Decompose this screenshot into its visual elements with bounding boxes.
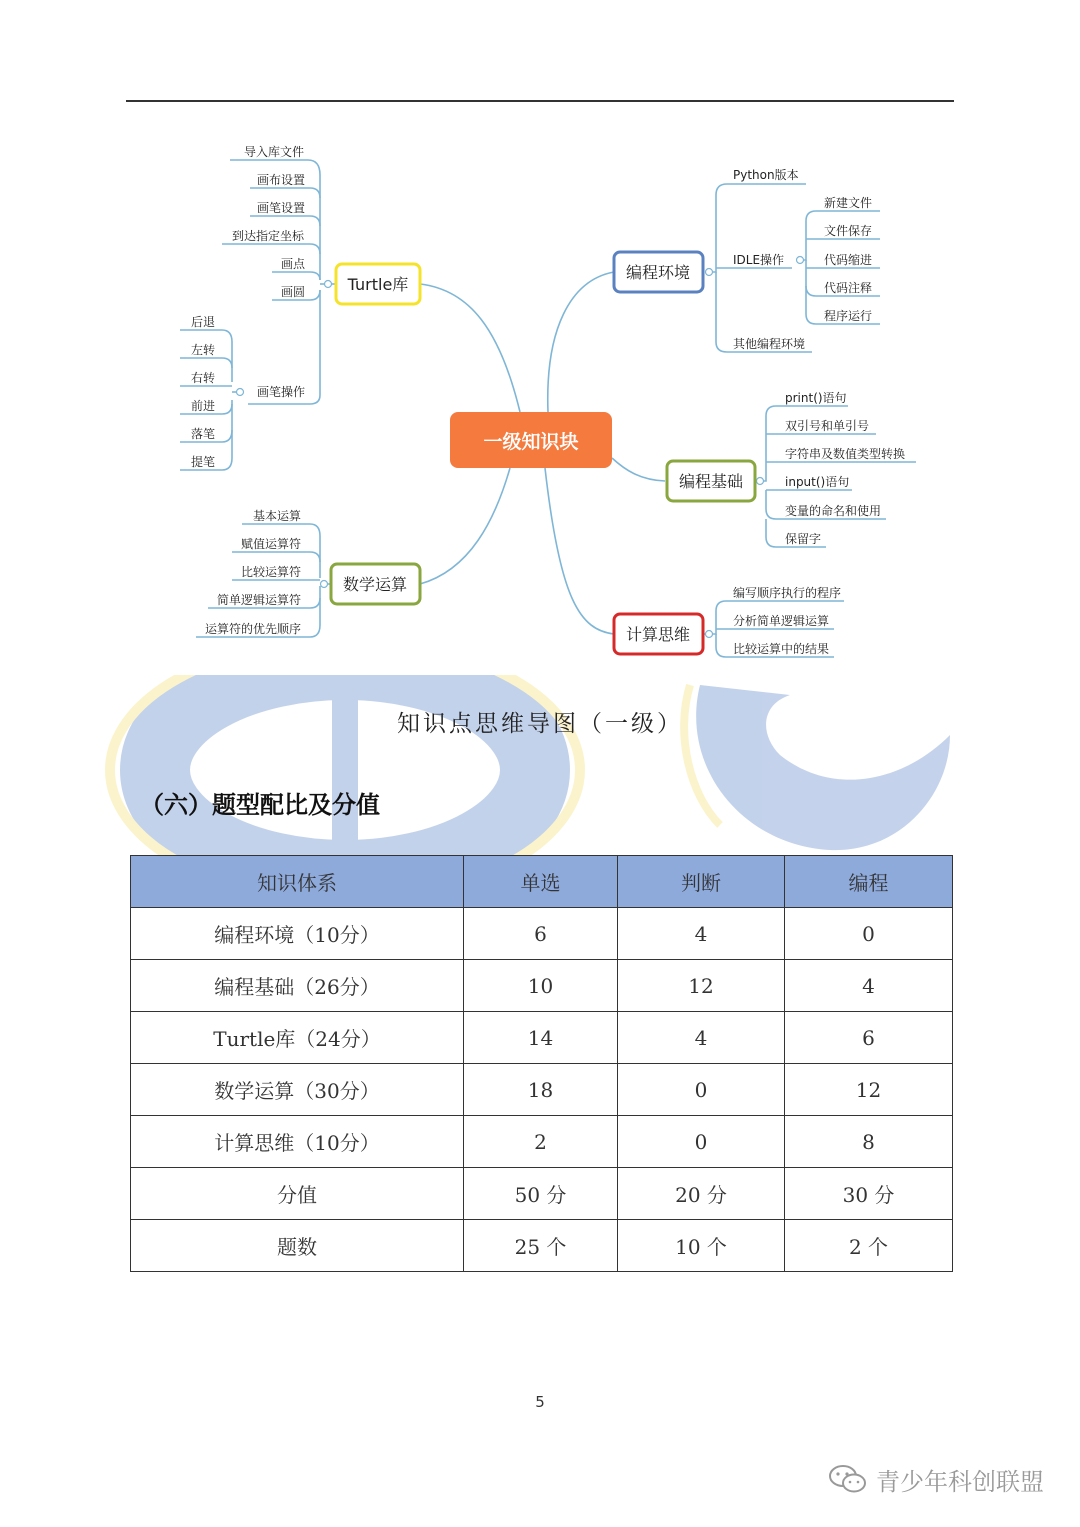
table-cell: 4 [785,960,953,1012]
table-cell: 6 [464,908,618,960]
mindmap-leaf: 简单逻辑运算符 [217,593,302,607]
table-row [131,1064,953,1116]
brand-name: 青少年科创联盟 [876,1467,1044,1496]
mindmap-leaf: 画点 [281,257,306,271]
table-cell: 编程基础（26分） [131,960,464,1012]
mindmap-leaf: IDLE操作 [733,253,785,267]
table-row [131,960,953,1012]
turtle-node [336,264,420,304]
mindmap-leaf: 分析简单逻辑运算 [733,614,830,628]
table-cell: 数学运算（30分） [131,1064,464,1116]
mindmap-leaf: print()语句 [785,391,847,405]
mindmap-leaf: 保留字 [785,532,822,546]
table-cell: 0 [618,1116,785,1168]
table-cell: 10 [464,960,618,1012]
mindmap-leaf: 导入库文件 [244,145,305,159]
table-cell: 2 个 [785,1220,953,1272]
math-node-label: 数学运算 [342,575,408,594]
section-heading: （六）题型配比及分值 [140,790,380,819]
table-cell: Turtle库（24分） [131,1012,464,1064]
mindmap-leaf: 编写顺序执行的程序 [733,586,842,600]
mindmap-leaf: 运算符的优先顺序 [205,622,302,636]
table-cell: 分值 [131,1168,464,1220]
score-table [130,855,953,1272]
header-knowledge: 知识体系 [131,856,464,908]
table-row [131,908,953,960]
table-cell: 18 [464,1064,618,1116]
mindmap-leaf: 画笔操作 [257,385,306,399]
mindmap-leaf: 画圆 [281,285,306,299]
table-row [131,1012,953,1064]
mindmap-leaf: 画笔设置 [257,201,306,215]
table-cell: 0 [785,908,953,960]
table-cell: 25 个 [464,1220,618,1272]
mindmap-leaf: 左转 [191,343,216,357]
mindmap-leaf: 提笔 [191,455,216,469]
table-cell: 8 [785,1116,953,1168]
table-cell: 题数 [131,1220,464,1272]
mindmap-leaf: 赋值运算符 [241,537,302,551]
page-number: 5 [535,1393,545,1411]
mindmap-leaf: 基本运算 [253,509,302,523]
mindmap-leaf: 到达指定坐标 [232,229,305,243]
basics-node [667,461,755,501]
mindmap-leaf: 比较运算符 [241,565,302,579]
mindmap-leaf: 右转 [191,371,216,385]
mind-map [0,0,1080,680]
mindmap-leaf: 其他编程环境 [733,337,806,351]
table-cell: 30 分 [785,1168,953,1220]
table-cell: 4 [618,1012,785,1064]
table-cell: 4 [618,908,785,960]
table-cell: 12 [618,960,785,1012]
turtle-node-label: Turtle库 [347,275,409,294]
mindmap-leaf: 画布设置 [257,173,306,187]
watermark-logo [0,675,1080,860]
table-row [131,1116,953,1168]
table-cell: 计算思维（10分） [131,1116,464,1168]
mindmap-leaf: 落笔 [191,427,216,441]
table-cell: 14 [464,1012,618,1064]
thinking-node-label: 计算思维 [625,625,691,644]
brand-watermark [828,1462,1044,1496]
table-cell: 20 分 [618,1168,785,1220]
table-cell: 0 [618,1064,785,1116]
mindmap-leaf: input()语句 [785,475,850,489]
header-true-false: 判断 [618,856,785,908]
mindmap-leaf: 前进 [191,399,216,413]
header-programming: 编程 [785,856,953,908]
table-cell: 10 个 [618,1220,785,1272]
mindmap-leaf: 双引号和单引号 [785,419,870,433]
table-row-score [131,1168,953,1220]
mindmap-leaf: 变量的命名和使用 [785,504,882,518]
basics-node-label: 编程基础 [678,472,744,491]
mindmap-center-node [450,412,612,468]
table-cell: 编程环境（10分） [131,908,464,960]
env-node-label: 编程环境 [625,263,691,282]
table-header-row [131,856,953,908]
mindmap-leaf: 新建文件 [824,196,873,210]
math-node [331,564,420,604]
mindmap-center-label: 一级知识块 [483,431,579,453]
mindmap-leaf: 比较运算中的结果 [733,642,830,656]
mindmap-leaf: 后退 [191,315,216,329]
table-cell: 12 [785,1064,953,1116]
figure-caption: 知识点思维导图（一级） [397,711,683,737]
mindmap-leaf: 代码注释 [824,281,873,295]
table-row-count [131,1220,953,1272]
table-cell: 50 分 [464,1168,618,1220]
mindmap-leaf: 程序运行 [824,309,873,323]
thinking-node [614,614,703,654]
mindmap-leaf: 代码缩进 [824,253,873,267]
mindmap-leaf: Python版本 [733,168,799,182]
table-cell: 6 [785,1012,953,1064]
header-single-choice: 单选 [464,856,618,908]
wechat-icon [828,1464,868,1494]
mindmap-leaf: 文件保存 [824,224,873,238]
mindmap-leaf: 字符串及数值类型转换 [785,447,906,461]
env-node [614,252,703,292]
table-cell: 2 [464,1116,618,1168]
